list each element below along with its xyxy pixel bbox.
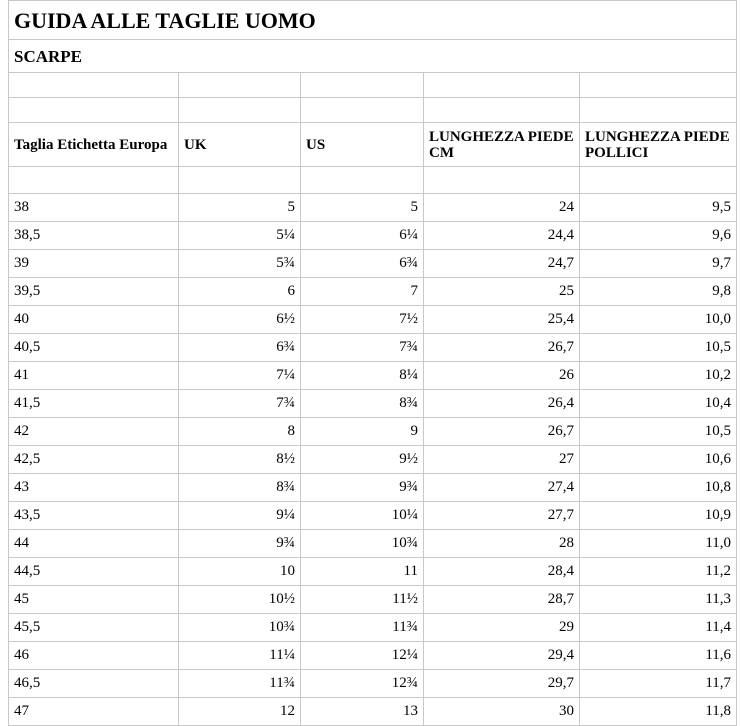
page-title: GUIDA ALLE TAGLIE UOMO xyxy=(9,1,737,40)
us-size-cell: 12¼ xyxy=(301,642,424,670)
us-size-cell: 11¾ xyxy=(301,614,424,642)
blank-cell xyxy=(424,167,580,194)
foot-cm-cell: 30 xyxy=(424,698,580,726)
eu-size-cell: 38 xyxy=(9,194,179,222)
uk-size-cell: 10¾ xyxy=(179,614,301,642)
foot-inches-cell: 10,8 xyxy=(580,474,737,502)
table-row xyxy=(9,334,737,362)
foot-inches-cell: 11,3 xyxy=(580,586,737,614)
header-foot-cm: LUNGHEZZA PIEDE CM xyxy=(424,123,580,167)
blank-cell xyxy=(9,167,179,194)
eu-size-cell: 46 xyxy=(9,642,179,670)
eu-size-cell: 45,5 xyxy=(9,614,179,642)
foot-cm-cell: 28,7 xyxy=(424,586,580,614)
uk-size-cell: 10 xyxy=(179,558,301,586)
blank-cell xyxy=(301,73,424,98)
foot-cm-cell: 24,7 xyxy=(424,250,580,278)
header-eu-size: Taglia Etichetta Europa xyxy=(9,123,179,167)
eu-size-cell: 39,5 xyxy=(9,278,179,306)
table-row xyxy=(9,586,737,614)
foot-cm-cell: 24,4 xyxy=(424,222,580,250)
blank-cell xyxy=(9,73,179,98)
us-size-cell: 8¾ xyxy=(301,390,424,418)
table-row xyxy=(9,530,737,558)
eu-size-cell: 41 xyxy=(9,362,179,390)
eu-size-cell: 40 xyxy=(9,306,179,334)
eu-size-cell: 46,5 xyxy=(9,670,179,698)
foot-inches-cell: 10,5 xyxy=(580,334,737,362)
foot-cm-cell: 26,4 xyxy=(424,390,580,418)
foot-cm-cell: 29 xyxy=(424,614,580,642)
foot-cm-cell: 26 xyxy=(424,362,580,390)
us-size-cell: 8¼ xyxy=(301,362,424,390)
header-row xyxy=(9,123,737,167)
header-foot-inches: LUNGHEZZA PIEDE POLLICI xyxy=(580,123,737,167)
eu-size-cell: 47 xyxy=(9,698,179,726)
table-row xyxy=(9,558,737,586)
foot-inches-cell: 11,8 xyxy=(580,698,737,726)
blank-cell xyxy=(179,98,301,123)
us-size-cell: 11 xyxy=(301,558,424,586)
uk-size-cell: 5¾ xyxy=(179,250,301,278)
us-size-cell: 7½ xyxy=(301,306,424,334)
uk-size-cell: 6¾ xyxy=(179,334,301,362)
uk-size-cell: 11¼ xyxy=(179,642,301,670)
us-size-cell: 13 xyxy=(301,698,424,726)
blank-cell xyxy=(179,73,301,98)
blank-cell xyxy=(9,98,179,123)
uk-size-cell: 8¾ xyxy=(179,474,301,502)
eu-size-cell: 43,5 xyxy=(9,502,179,530)
foot-inches-cell: 10,5 xyxy=(580,418,737,446)
uk-size-cell: 6½ xyxy=(179,306,301,334)
foot-cm-cell: 24 xyxy=(424,194,580,222)
foot-cm-cell: 29,4 xyxy=(424,642,580,670)
header-uk: UK xyxy=(179,123,301,167)
foot-inches-cell: 10,2 xyxy=(580,362,737,390)
table-row xyxy=(9,502,737,530)
us-size-cell: 10¼ xyxy=(301,502,424,530)
foot-inches-cell: 11,2 xyxy=(580,558,737,586)
eu-size-cell: 44 xyxy=(9,530,179,558)
us-size-cell: 6¾ xyxy=(301,250,424,278)
us-size-cell: 9 xyxy=(301,418,424,446)
us-size-cell: 5 xyxy=(301,194,424,222)
us-size-cell: 11½ xyxy=(301,586,424,614)
uk-size-cell: 10½ xyxy=(179,586,301,614)
foot-cm-cell: 29,7 xyxy=(424,670,580,698)
eu-size-cell: 40,5 xyxy=(9,334,179,362)
blank-cell xyxy=(424,73,580,98)
uk-size-cell: 8 xyxy=(179,418,301,446)
blank-cell xyxy=(580,167,737,194)
uk-size-cell: 8½ xyxy=(179,446,301,474)
size-guide-table xyxy=(8,0,737,726)
uk-size-cell: 6 xyxy=(179,278,301,306)
eu-size-cell: 41,5 xyxy=(9,390,179,418)
blank-cell xyxy=(580,98,737,123)
us-size-cell: 7¾ xyxy=(301,334,424,362)
uk-size-cell: 5¼ xyxy=(179,222,301,250)
foot-cm-cell: 27,7 xyxy=(424,502,580,530)
foot-inches-cell: 11,7 xyxy=(580,670,737,698)
foot-inches-cell: 9,7 xyxy=(580,250,737,278)
blank-cell xyxy=(301,167,424,194)
blank-row xyxy=(9,167,737,194)
foot-inches-cell: 9,8 xyxy=(580,278,737,306)
foot-inches-cell: 11,0 xyxy=(580,530,737,558)
blank-cell xyxy=(580,73,737,98)
table-row xyxy=(9,194,737,222)
foot-inches-cell: 9,5 xyxy=(580,194,737,222)
eu-size-cell: 39 xyxy=(9,250,179,278)
blank-cell xyxy=(424,98,580,123)
foot-cm-cell: 25,4 xyxy=(424,306,580,334)
uk-size-cell: 11¾ xyxy=(179,670,301,698)
eu-size-cell: 42,5 xyxy=(9,446,179,474)
table-row xyxy=(9,642,737,670)
table-row xyxy=(9,698,737,726)
us-size-cell: 12¾ xyxy=(301,670,424,698)
foot-inches-cell: 11,4 xyxy=(580,614,737,642)
table-row xyxy=(9,670,737,698)
eu-size-cell: 43 xyxy=(9,474,179,502)
uk-size-cell: 7¾ xyxy=(179,390,301,418)
table-row xyxy=(9,278,737,306)
us-size-cell: 9¾ xyxy=(301,474,424,502)
table-row xyxy=(9,362,737,390)
foot-cm-cell: 26,7 xyxy=(424,418,580,446)
us-size-cell: 7 xyxy=(301,278,424,306)
blank-cell xyxy=(179,167,301,194)
blank-row xyxy=(9,98,737,123)
foot-inches-cell: 11,6 xyxy=(580,642,737,670)
eu-size-cell: 38,5 xyxy=(9,222,179,250)
uk-size-cell: 9¾ xyxy=(179,530,301,558)
blank-cell xyxy=(301,98,424,123)
us-size-cell: 9½ xyxy=(301,446,424,474)
eu-size-cell: 45 xyxy=(9,586,179,614)
table-row xyxy=(9,446,737,474)
header-us: US xyxy=(301,123,424,167)
foot-cm-cell: 26,7 xyxy=(424,334,580,362)
foot-cm-cell: 28,4 xyxy=(424,558,580,586)
uk-size-cell: 12 xyxy=(179,698,301,726)
table-row xyxy=(9,418,737,446)
uk-size-cell: 9¼ xyxy=(179,502,301,530)
foot-inches-cell: 9,6 xyxy=(580,222,737,250)
table-row xyxy=(9,306,737,334)
table-row xyxy=(9,614,737,642)
foot-cm-cell: 28 xyxy=(424,530,580,558)
eu-size-cell: 42 xyxy=(9,418,179,446)
foot-cm-cell: 27,4 xyxy=(424,474,580,502)
eu-size-cell: 44,5 xyxy=(9,558,179,586)
us-size-cell: 10¾ xyxy=(301,530,424,558)
table-row xyxy=(9,222,737,250)
uk-size-cell: 5 xyxy=(179,194,301,222)
foot-inches-cell: 10,6 xyxy=(580,446,737,474)
foot-inches-cell: 10,0 xyxy=(580,306,737,334)
foot-cm-cell: 25 xyxy=(424,278,580,306)
blank-row xyxy=(9,73,737,98)
table-row xyxy=(9,250,737,278)
foot-inches-cell: 10,4 xyxy=(580,390,737,418)
foot-inches-cell: 10,9 xyxy=(580,502,737,530)
us-size-cell: 6¼ xyxy=(301,222,424,250)
section-subtitle: SCARPE xyxy=(9,40,737,73)
table-row xyxy=(9,390,737,418)
table-row xyxy=(9,474,737,502)
foot-cm-cell: 27 xyxy=(424,446,580,474)
uk-size-cell: 7¼ xyxy=(179,362,301,390)
